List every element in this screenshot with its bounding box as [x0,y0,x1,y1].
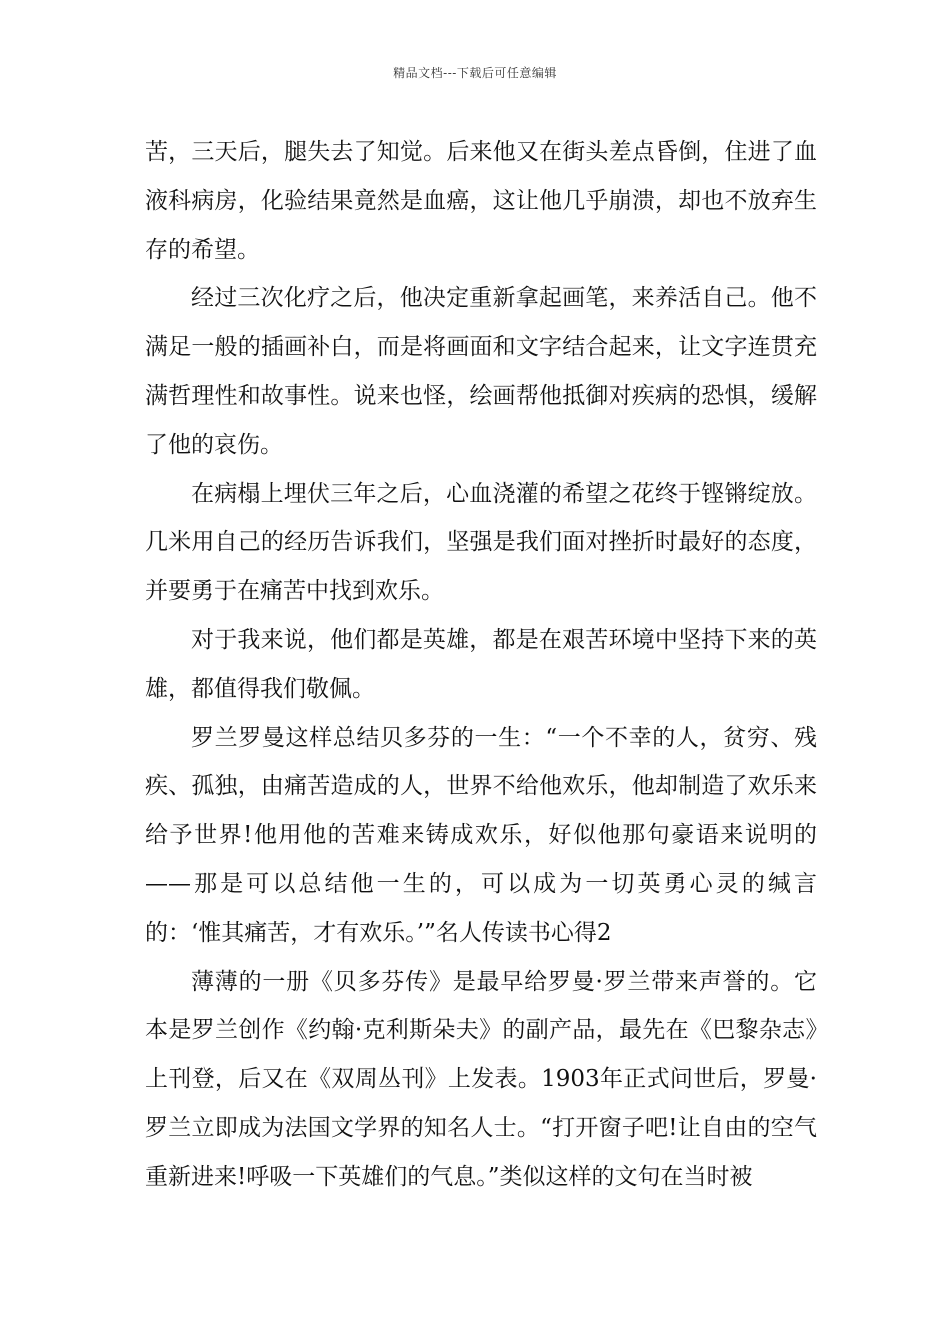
paragraph: 在病榻上埋伏三年之后，心血浇灌的希望之花终于铿锵绽放。几米用自己的经历告诉我们，坚强是我们面对挫折时最好的态度，并要勇于在痛苦中找到欢乐。 [145,480,817,605]
paragraph: 苦，三天后，腿失去了知觉。后来他又在街头差点昏倒，住进了血液科病房，化验结果竟然是血癌，这让他几乎崩溃，却也不放弃生存的希望。 [145,139,817,263]
document-body [145,128,817,1202]
paragraph: 经过三次化疗之后，他决定重新拿起画笔，来养活自己。他不满足一般的插画补白，而是将画面和文字结合起来，让文字连贯充满哲理性和故事性。说来也怪，绘画帮他抵御对疾病的恐惧，缓解了他的哀伤。 [145,285,817,458]
page-header: 精品文档---下载后可任意编辑 [393,66,557,80]
paragraph: 对于我来说，他们都是英雄，都是在艰苦环境中坚持下来的英雄，都值得我们敬佩。 [145,626,817,702]
paragraph: 罗兰罗曼这样总结贝多芬的一生：“一个不幸的人，贫穷、残疾、孤独，由痛苦造成的人，世界不给他欢乐，他却制造了欢乐来给予世界!他用他的苦难来铸成欢乐，好似他那句豪语来说明的——那是可以总结他一生的，可以成为一切英勇心灵的缄言的：‘惟其痛苦，才有欢乐。’”名人传读书心得2 [145,724,817,946]
paragraph: 薄薄的一册《贝多芬传》是最早给罗曼·罗兰带来声誉的。它本是罗兰创作《约翰·克利斯朵夫》的副产品，最先在《巴黎杂志》上刊登，后又在《双周丛刊》上发表。1903年正式问世后，罗曼·罗兰立即成为法国文学界的知名人士。“打开窗子吧!让自由的空气重新进来!呼吸一下英雄们的气息。”类似这样的文句在当时被 [145,968,817,1190]
